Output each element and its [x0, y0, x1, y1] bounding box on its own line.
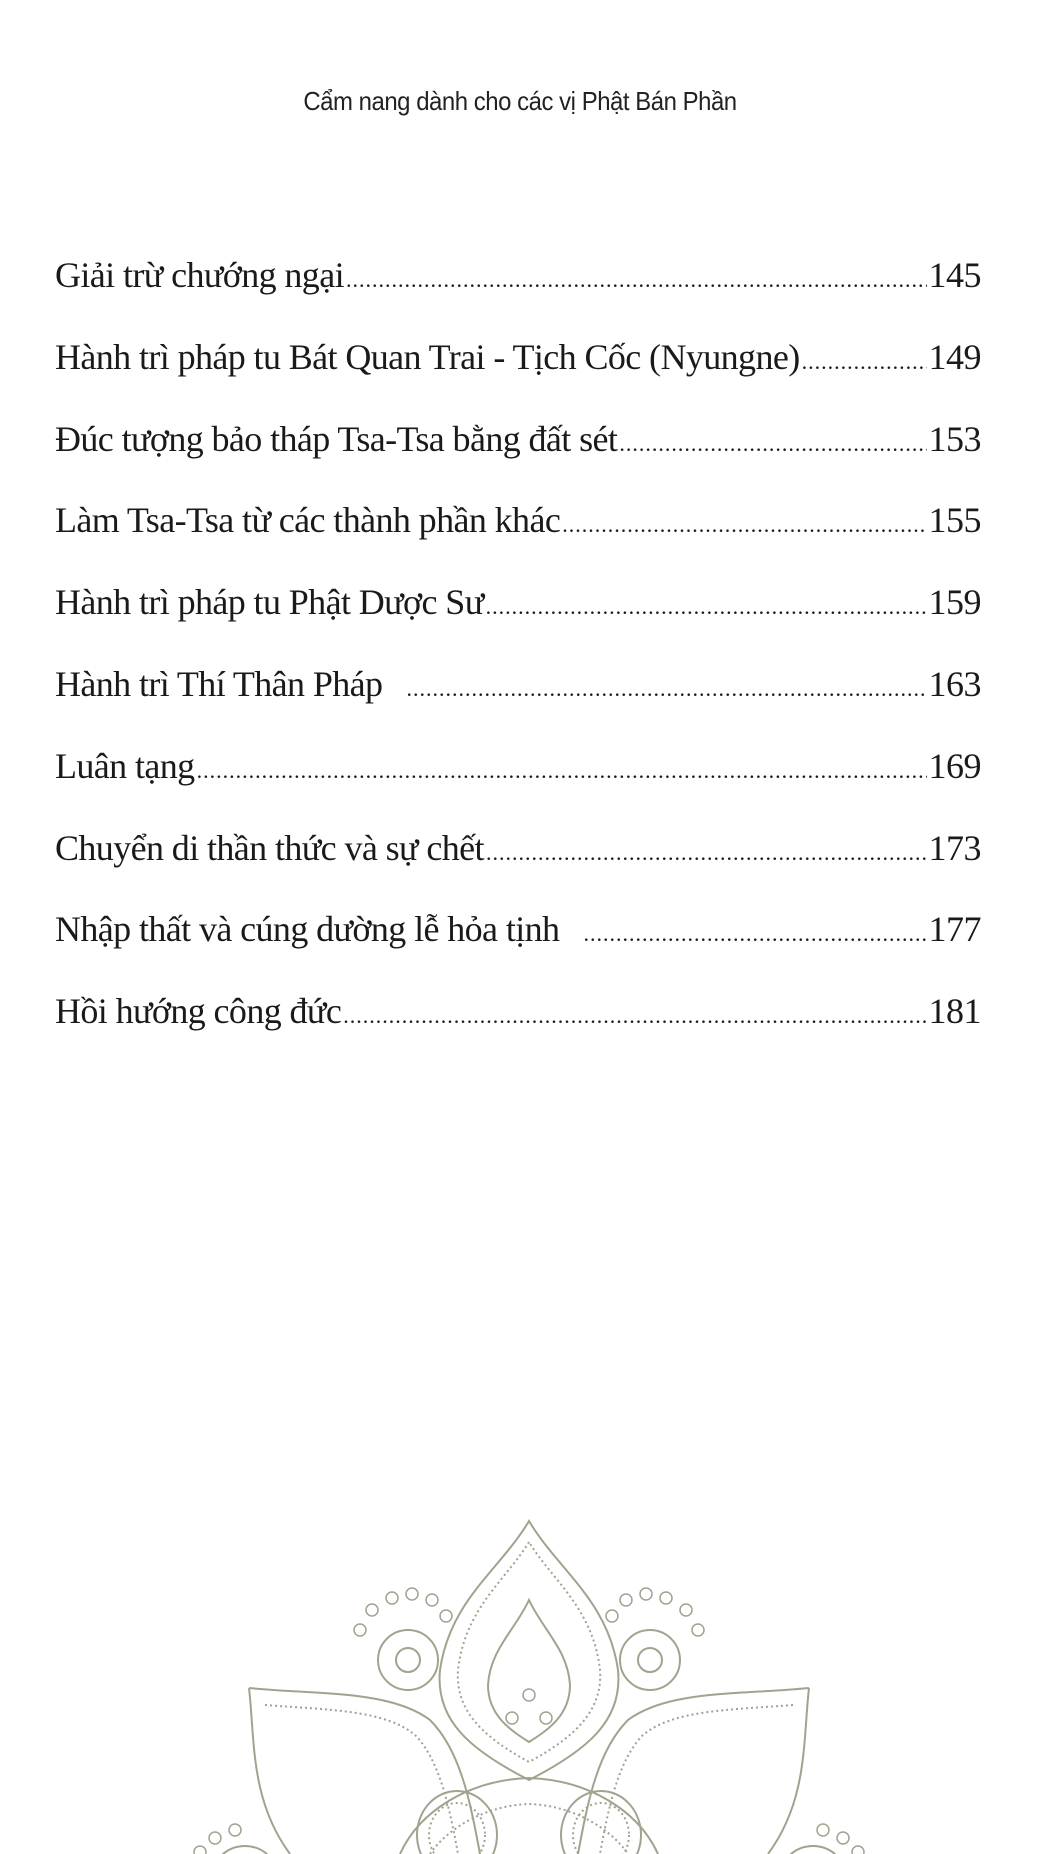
toc-entry[interactable] — [55, 827, 981, 909]
toc-entry[interactable] — [55, 990, 981, 1072]
toc-entry-title: Làm Tsa-Tsa từ các thành phần khác — [55, 500, 561, 541]
toc-entry-page: 155 — [928, 500, 981, 541]
toc-entry[interactable] — [55, 418, 981, 500]
dot-leader — [406, 676, 926, 702]
toc-entry-page: 153 — [928, 418, 981, 459]
dot-leader — [562, 512, 926, 538]
toc-entry-title: Chuyển di thần thức và sự chết — [55, 827, 484, 868]
dot-leader — [486, 840, 927, 866]
toc-entry-title: Hồi hướng công đức — [55, 991, 342, 1032]
toc-entry-title: Nhập thất và cúng dường lễ hỏa tịnh — [55, 909, 560, 950]
toc-entry[interactable] — [55, 581, 981, 663]
toc-entry-title: Giải trừ chướng ngại — [55, 255, 344, 295]
toc-entry[interactable] — [55, 908, 981, 990]
toc-entry-page: 149 — [928, 336, 981, 377]
dot-leader — [583, 921, 926, 947]
dot-leader — [486, 594, 927, 620]
toc-entry-title: Hành trì pháp tu Bát Quan Trai - Tịch Cốc (Nyungne) — [55, 336, 800, 377]
toc-entry-page: 163 — [928, 663, 981, 704]
dot-leader — [343, 1003, 926, 1029]
toc-entry[interactable] — [55, 499, 981, 581]
toc-entry[interactable] — [55, 254, 981, 336]
toc-entry[interactable] — [55, 663, 981, 745]
toc-entry-page: 159 — [928, 582, 981, 623]
table-of-contents — [55, 254, 981, 1072]
toc-entry-page: 169 — [928, 745, 981, 786]
dot-leader — [619, 431, 926, 457]
dot-leader — [346, 267, 927, 293]
running-header: Cẩm nang dành cho các vị Phật Bán Phần — [303, 86, 737, 116]
toc-entry[interactable] — [55, 745, 981, 827]
toc-entry-page: 173 — [928, 827, 981, 868]
toc-entry-title: Hành trì Thí Thân Pháp — [55, 663, 383, 704]
mandala-ornament — [0, 1480, 1061, 1854]
toc-entry[interactable] — [55, 336, 981, 418]
toc-entry-title: Hành trì pháp tu Phật Dược Sư — [55, 582, 484, 623]
toc-entry-page: 181 — [928, 991, 981, 1032]
dot-leader — [802, 349, 927, 375]
toc-entry-title: Luân tạng — [55, 745, 195, 786]
toc-entry-page: 177 — [928, 909, 981, 950]
toc-entry-page: 145 — [928, 255, 981, 295]
dot-leader — [197, 758, 927, 784]
toc-entry-title: Đúc tượng bảo tháp Tsa-Tsa bằng đất sét — [55, 418, 618, 459]
